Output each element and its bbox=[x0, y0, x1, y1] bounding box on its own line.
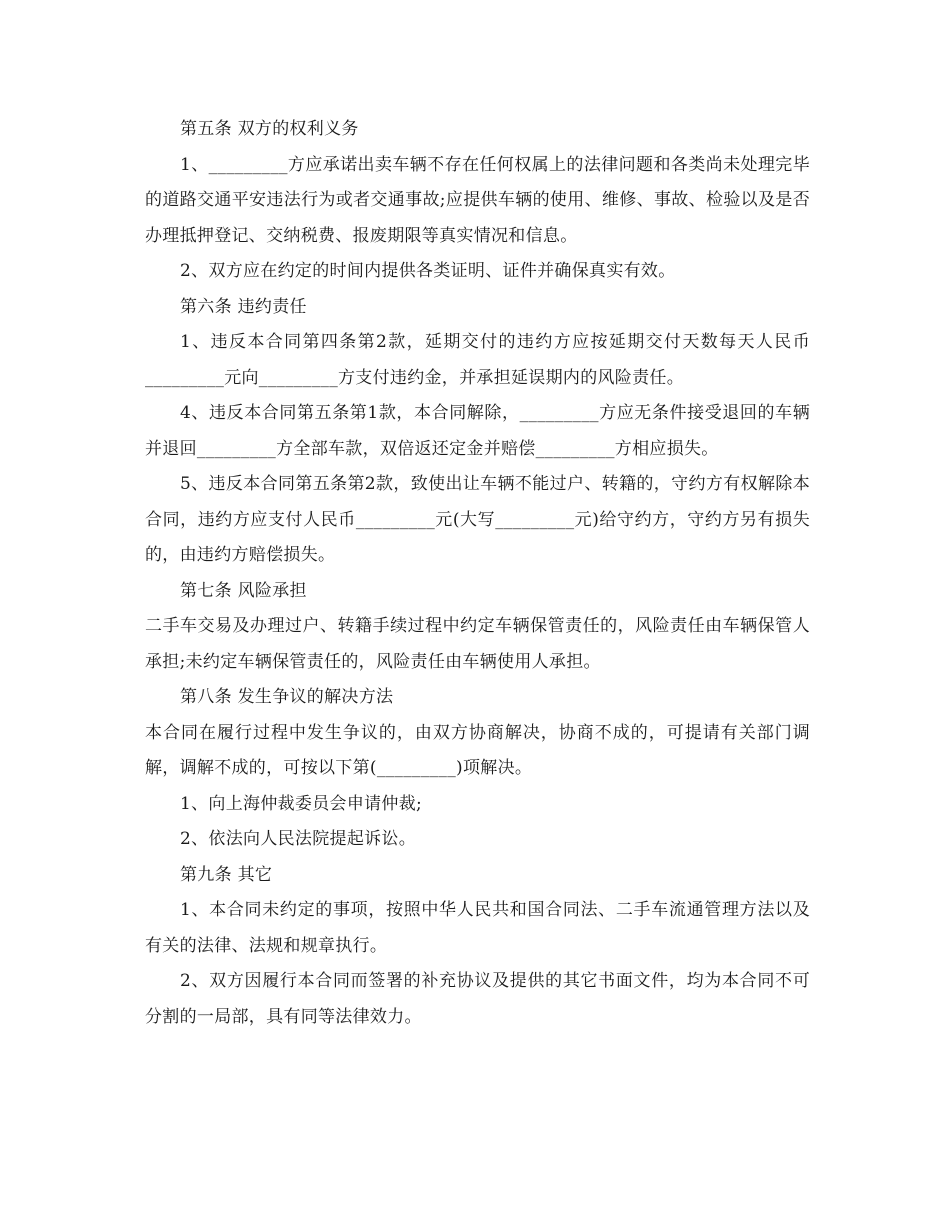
paragraph: 1、本合同未约定的事项，按照中华人民共和国合同法、二手车流通管理方法以及有关的法律、法规和规章执行。 bbox=[145, 900, 810, 956]
paragraph: 2、双方因履行本合同而签署的补充协议及提供的其它书面文件，均为本合同不可分割的一局部，具有同等法律效力。 bbox=[145, 971, 810, 1027]
paragraph: 本合同在履行过程中发生争议的，由双方协商解决，协商不成的，可提请有关部门调解，调解不成的，可按以下第(_________)项解决。 bbox=[145, 722, 810, 778]
section-heading-9: 第九条 其它 bbox=[180, 864, 273, 885]
paragraph: 4、违反本合同第五条第1款，本合同解除，_________方应无条件接受退回的车辆并退回_________方全部车款，双倍返还定金并赔偿_________方相应损失。 bbox=[145, 403, 810, 459]
document-page bbox=[145, 112, 810, 1035]
section-heading-7: 第七条 风险承担 bbox=[180, 580, 307, 601]
paragraph: 1、违反本合同第四条第2款，延期交付的违约方应按延期交付天数每天人民币_________元向_________方支付违约金，并承担延误期内的风险责任。 bbox=[145, 332, 810, 388]
paragraph: 5、违反本合同第五条第2款，致使出让车辆不能过户、转籍的，守约方有权解除本合同，违约方应支付人民币_________元(大写_________元)给守约方，守约方另有损失的，由违约方赔偿损失。 bbox=[145, 474, 810, 565]
paragraph: 二手车交易及办理过户、转籍手续过程中约定车辆保管责任的，风险责任由车辆保管人承担;未约定车辆保管责任的，风险责任由车辆使用人承担。 bbox=[145, 616, 810, 672]
section-heading-8: 第八条 发生争议的解决方法 bbox=[180, 687, 394, 707]
paragraph: 2、双方应在约定的时间内提供各类证明、证件并确保真实有效。 bbox=[180, 261, 676, 281]
section-heading-6: 第六条 违约责任 bbox=[180, 296, 307, 317]
paragraph: 2、依法向人民法院提起诉讼。 bbox=[180, 829, 417, 849]
section-heading-5: 第五条 双方的权利义务 bbox=[180, 119, 359, 139]
paragraph: 1、向上海仲裁委员会申请仲裁; bbox=[180, 793, 423, 814]
paragraph: 1、_________方应承诺出卖车辆不存在任何权属上的法律问题和各类尚未处理完毕的道路交通平安违法行为或者交通事故;应提供车辆的使用、维修、事故、检验以及是否办理抵押登记、交纳税费、报废期限等真实情况和信息。 bbox=[145, 154, 810, 246]
